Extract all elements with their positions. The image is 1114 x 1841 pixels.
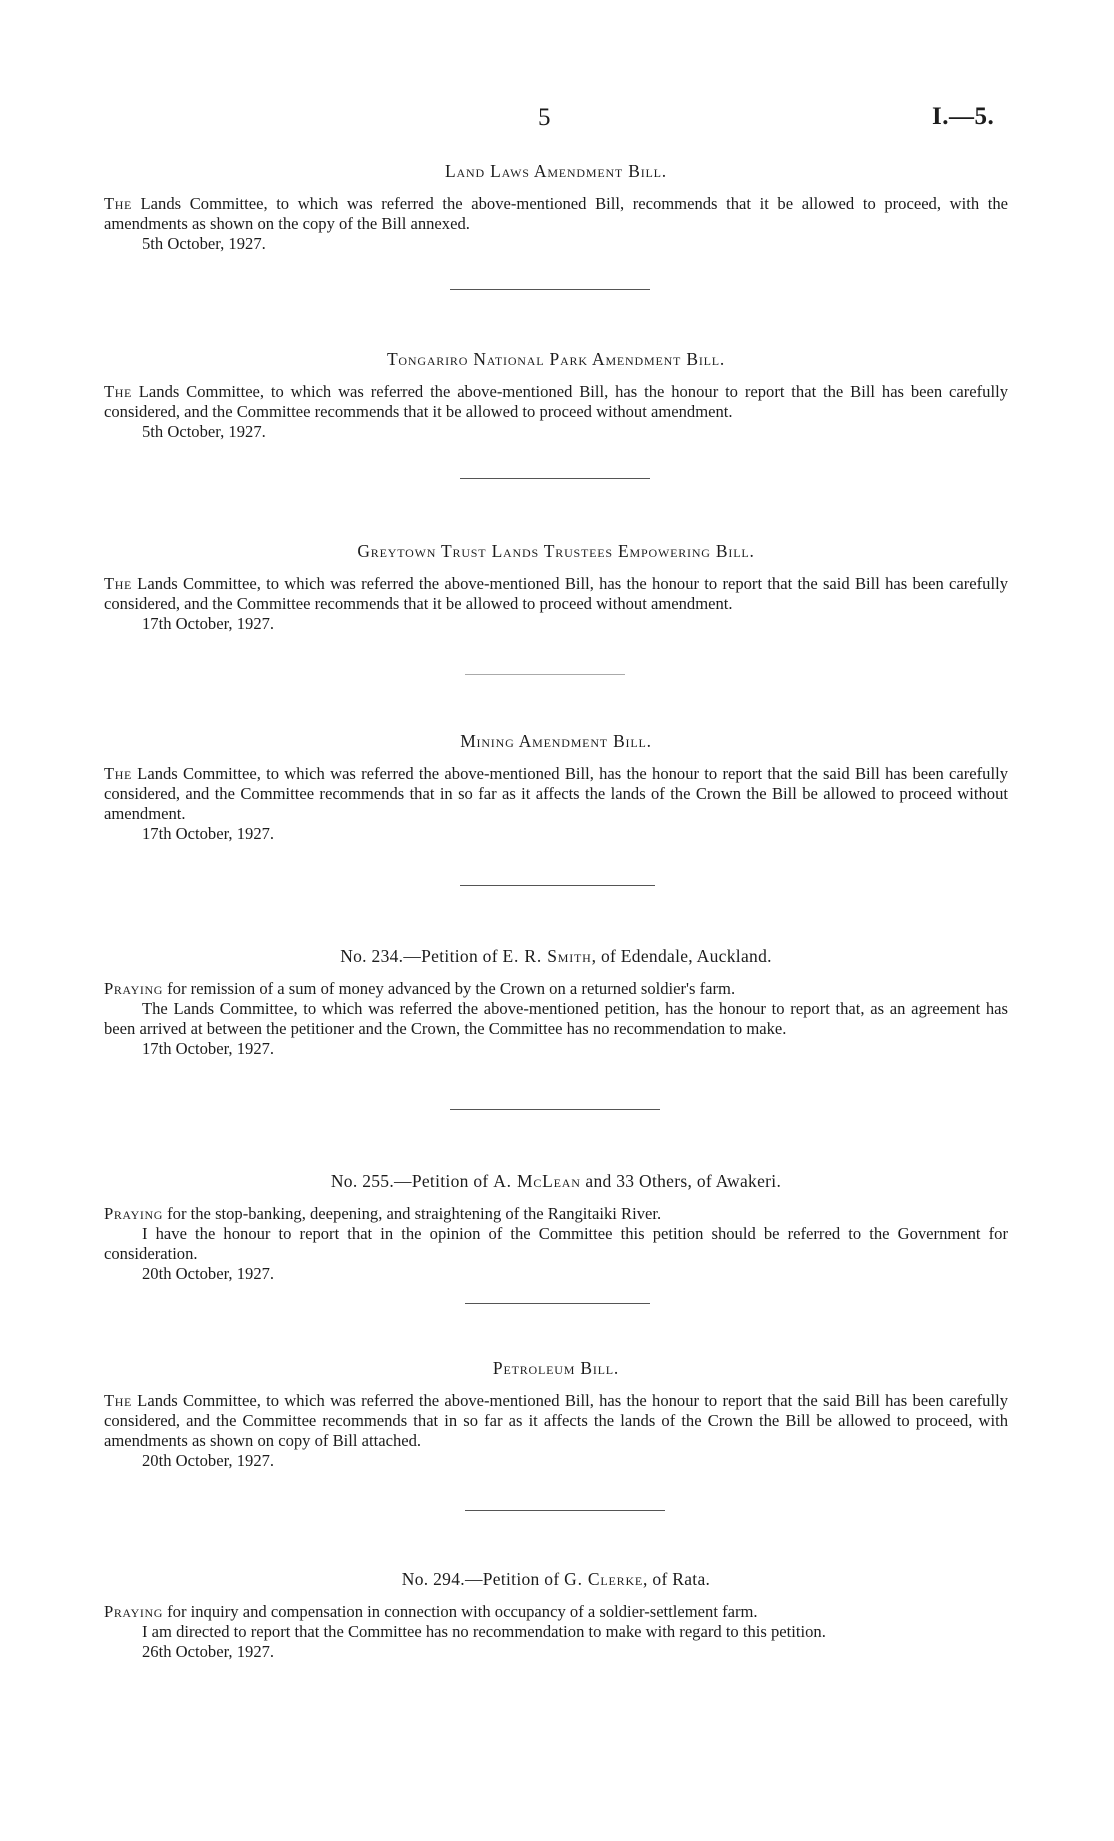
section-date: 5th October, 1927. [142, 422, 266, 441]
section-body-continued: I have the honour to report that in the opinion of the Committee this petition should be referred to the Government for consideration. [104, 1224, 1008, 1263]
page-reference: I.—5. [932, 103, 995, 130]
section-title: Petroleum Bill. [492, 1358, 620, 1378]
section-date: 26th October, 1927. [142, 1642, 275, 1661]
section-date: 20th October, 1927. [142, 1264, 275, 1283]
section-tongariro-national-park-amendment-bill [104, 348, 1008, 442]
divider [460, 885, 655, 886]
section-land-laws-amendment-bill [104, 160, 1008, 254]
section-body-continued: The Lands Committee, to which was referred the above-mentioned petition, has the honour to report that, as an agreement has been arrived at between the petitioner and the Crown, the Committee has no recommendation to make. [104, 999, 1008, 1038]
section-title: Mining Amendment Bill. [460, 731, 652, 751]
section-title: Tongariro National Park Amendment Bill. [386, 349, 726, 369]
section-petroleum-bill [104, 1357, 1008, 1471]
divider [465, 1303, 650, 1304]
section-petition-255 [104, 1170, 1008, 1284]
section-body: The Lands Committee, to which was referred the above-mentioned Bill, has the honour to report that the said Bill has been carefully considered, and the Committee recommends that it be allowed to proceed without amendment. [104, 574, 1008, 613]
section-greytown-trust-lands-bill [104, 540, 1008, 634]
section-petition-294 [104, 1568, 1008, 1662]
section-body: The Lands Committee, to which was referred the above-mentioned Bill, has the honour to report that the said Bill has been carefully considered, and the Committee recommends that in so far as it affects the lands of the Crown the Bill be allowed to proceed without amendment. [104, 764, 1008, 823]
section-body: Praying for remission of a sum of money advanced by the Crown on a returned soldier's farm. [104, 979, 736, 998]
section-date: 17th October, 1927. [142, 1039, 275, 1058]
section-body: Praying for inquiry and compensation in connection with occupancy of a soldier-settlement farm. [104, 1602, 758, 1621]
divider [450, 1109, 660, 1110]
section-petition-234 [104, 945, 1008, 1059]
section-body: Praying for the stop-banking, deepening, and straightening of the Rangitaiki River. [104, 1204, 662, 1223]
divider [465, 1510, 665, 1511]
section-title: Greytown Trust Lands Trustees Empowering Bill. [357, 541, 755, 561]
section-date: 17th October, 1927. [142, 614, 275, 633]
section-body-continued: I am directed to report that the Committee has no recommendation to make with regard to this petition. [142, 1622, 826, 1641]
divider [460, 478, 650, 479]
section-body: The Lands Committee, to which was referred the above-mentioned Bill, has the honour to report that the Bill has been carefully considered, and the Committee recommends that it be allowed to proceed without amendment. [104, 382, 1008, 421]
divider [465, 674, 625, 675]
section-date: 5th October, 1927. [142, 234, 266, 253]
section-title: No. 255.—Petition of A. McLean and 33 Others, of Awakeri. [330, 1171, 782, 1191]
page-number: 5 [538, 104, 551, 131]
section-date: 17th October, 1927. [142, 824, 275, 843]
section-body: The Lands Committee, to which was referred the above-mentioned Bill, has the honour to report that the said Bill has been carefully considered, and the Committee recommends that in so far as it affects the lands of the Crown the Bill be allowed to proceed, with amendments as shown on copy of Bill attached. [104, 1391, 1008, 1450]
section-title: Land Laws Amendment Bill. [445, 161, 667, 181]
section-title: No. 294.—Petition of G. Clerke, of Rata. [401, 1569, 711, 1589]
divider [450, 289, 650, 290]
section-mining-amendment-bill [104, 730, 1008, 844]
section-title: No. 234.—Petition of E. R. Smith, of Edendale, Auckland. [340, 946, 772, 966]
section-body: The Lands Committee, to which was referred the above-mentioned Bill, recommends that it be allowed to proceed, with the amendments as shown on the copy of the Bill annexed. [104, 194, 1008, 233]
section-date: 20th October, 1927. [142, 1451, 275, 1470]
